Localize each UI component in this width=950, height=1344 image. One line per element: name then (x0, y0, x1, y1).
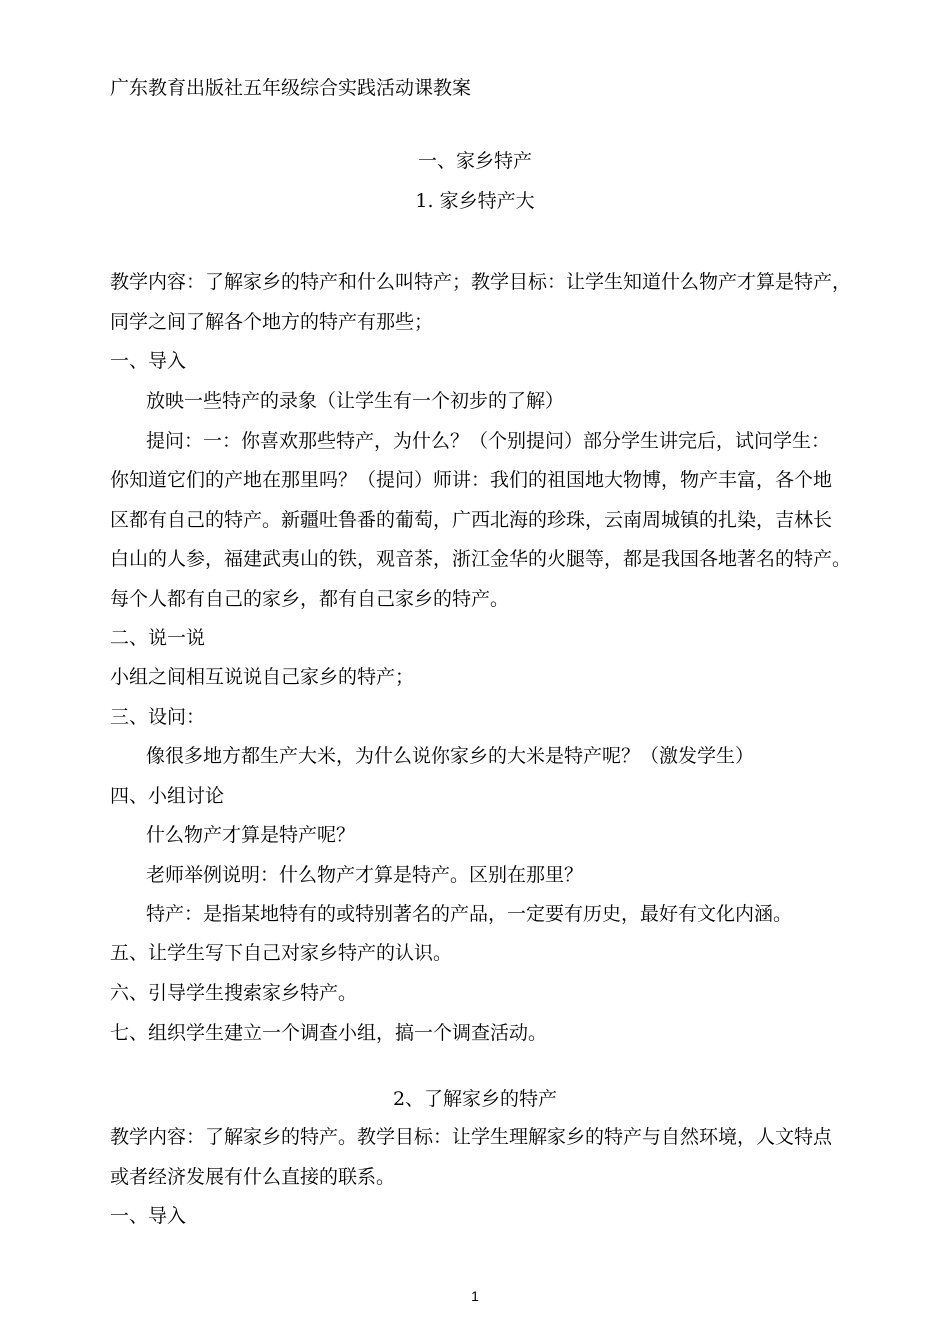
lesson1-section-5: 五、让学生写下自己对家乡特产的认识。 (110, 942, 453, 964)
lesson1-section-1-para-2-line-4: 白山的人参，福建武夷山的铁，观音茶，浙江金华的火腿等，都是我国各地著名的特产。 (110, 548, 852, 570)
lesson1-section-2-heading: 二、说一说 (110, 627, 206, 649)
lesson1-section-1-heading: 一、导入 (110, 350, 187, 372)
page-number: 1 (471, 1288, 479, 1304)
lesson1-section-1-para-2-line-5: 每个人都有自己的家乡，都有自己家乡的特产。 (110, 588, 510, 610)
lesson1-section-6: 六、引导学生搜索家乡特产。 (110, 982, 358, 1004)
lesson1-content-line-2: 同学之间了解各个地方的特产有那些； (110, 311, 434, 333)
lesson2-content-line-2: 或者经济发展有什么直接的联系。 (110, 1166, 396, 1188)
lesson1-content-line-1: 教学内容：了解家乡的特产和什么叫特产；教学目标：让学生知道什么物产才算是特产， (110, 271, 852, 293)
lesson1-section-2-para: 小组之间相互说说自己家乡的特产； (110, 666, 415, 688)
lesson1-section-1-para-2-line-3: 区都有自己的特产。新疆吐鲁番的葡萄，广西北海的珍珠，云南周城镇的扎染，吉林长 (110, 509, 833, 531)
document-header-title: 广东教育出版社五年级综合实践活动课教案 (110, 77, 472, 99)
lesson1-section-1-para-1: 放映一些特产的录象（让学生有一个初步的了解） (146, 390, 565, 412)
lesson2-title: 2、了解家乡的特产 (392, 1088, 558, 1110)
lesson1-section-3-para: 像很多地方都生产大米，为什么说你家乡的大米是特产呢？（激发学生） (146, 745, 755, 767)
lesson1-section-1-para-2-line-1: 提问：一：你喜欢那些特产，为什么？（个别提问）部分学生讲完后，试问学生： (146, 430, 831, 452)
lesson2-content-line-1: 教学内容：了解家乡的特产。教学目标：让学生理解家乡的特产与自然环境，人文特点 (110, 1126, 833, 1148)
lesson1-section-3-heading: 三、设问： (110, 706, 206, 728)
lesson1-section-1-para-2-line-2: 你知道它们的产地在那里吗？（提问）师讲：我们的祖国地大物博，物产丰富，各个地 (110, 469, 833, 491)
chapter-title: 一、家乡特产 (417, 150, 532, 172)
lesson1-section-4-para-3: 特产：是指某地特有的或特别著名的产品，一定要有历史，最好有文化内涵。 (146, 903, 793, 925)
lesson1-title: 1. 家乡特产大 (415, 190, 535, 212)
lesson1-section-7: 七、组织学生建立一个调查小组，搞一个调查活动。 (110, 1022, 548, 1044)
lesson1-section-4-para-1: 什么物产才算是特产呢？ (146, 824, 356, 846)
lesson2-section-1-heading: 一、导入 (110, 1205, 187, 1227)
lesson1-section-4-heading: 四、小组讨论 (110, 785, 225, 807)
lesson1-section-4-para-2: 老师举例说明：什么物产才算是特产。区别在那里？ (146, 864, 584, 886)
